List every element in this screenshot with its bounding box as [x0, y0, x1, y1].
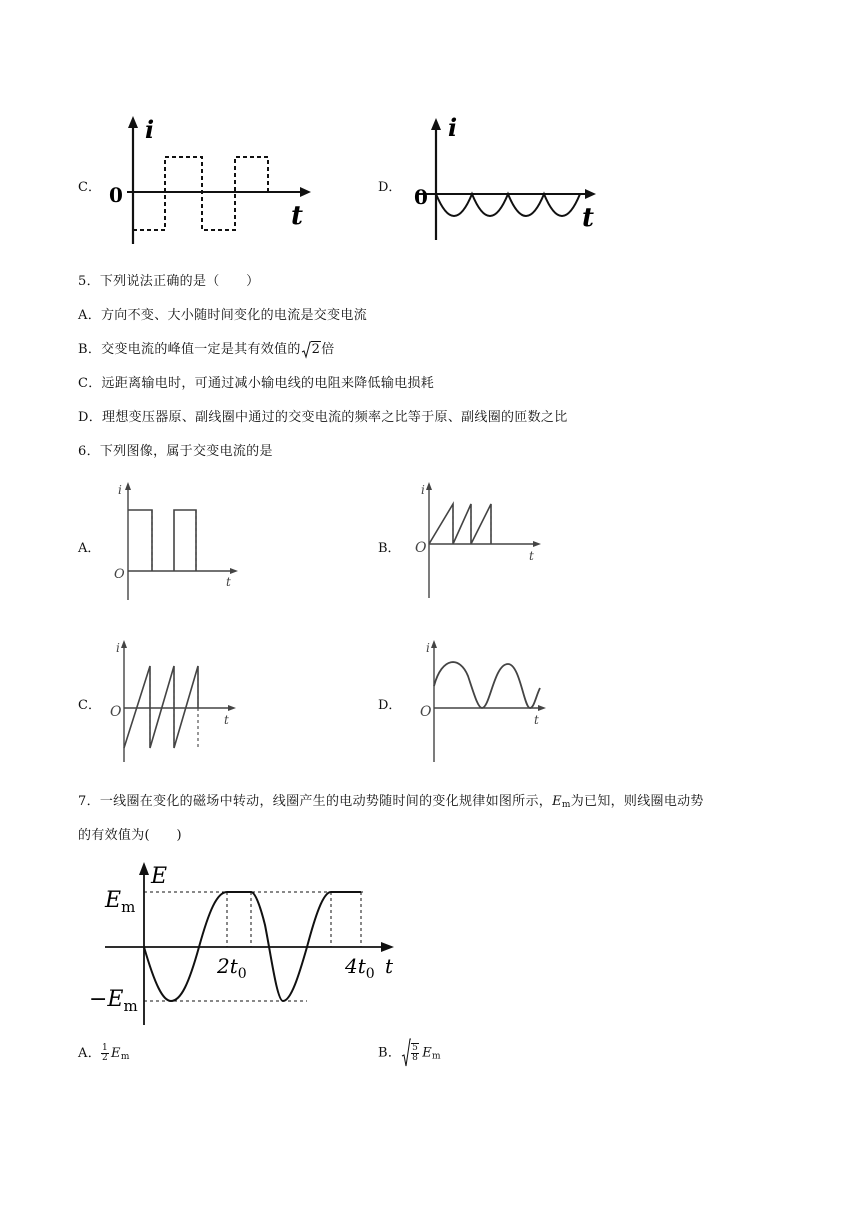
q7-neg-em-label: $-E_m$ — [89, 987, 138, 1015]
q7-axis-e: E — [151, 864, 168, 889]
q6-option-c-graph — [104, 636, 249, 766]
q7-option-b-em-sub: m — [431, 1051, 441, 1062]
q7-emf-graph — [85, 855, 415, 1033]
q6-option-a-graph — [108, 478, 248, 608]
q7-stem-line1 — [78, 790, 704, 810]
q5-stem: 5．下列说法正确的是（ ） — [78, 274, 260, 289]
q4d-rectified-wave — [436, 194, 580, 216]
q7-option-a-em: E — [111, 1046, 121, 1061]
q7-option-b-em: E — [422, 1045, 432, 1061]
q7-option-a — [78, 1042, 130, 1063]
q6b-axis-t: t — [529, 549, 534, 563]
q6-option-a-label: A． — [78, 541, 101, 556]
q6d-origin: O — [420, 704, 432, 720]
q6-option-d-label: D． — [378, 698, 402, 713]
q7-stem-text: 7．一线圈在变化的磁场中转动，线圈产生的电动势随时间的变化规律如图所示， — [78, 794, 553, 809]
q7-em-symbol: E — [552, 794, 562, 809]
q7-option-a-label: A． — [78, 1046, 101, 1061]
q6a-axis-i: i — [118, 483, 122, 497]
q6-option-b-graph — [405, 478, 550, 608]
q7-em-subscript: m — [561, 800, 571, 810]
q5-option-b — [78, 338, 335, 359]
q6c-axis-t: t — [224, 713, 229, 727]
q7-tick-4t0: $4t_0$ — [345, 954, 375, 982]
q5-option-d: D．理想变压器原、副线圈中通过的交变电流的频率之比等于原、副线圈的匝数之比 — [78, 410, 568, 425]
q7-option-b-label: B． — [378, 1045, 402, 1061]
q4d-axis-i: i — [448, 113, 458, 142]
q6-stem: 6．下列图像，属于交变电流的是 — [78, 444, 273, 459]
q6d-axis-t: t — [534, 713, 539, 727]
q7-option-b — [378, 1038, 441, 1068]
q4d-axis-t: t — [582, 203, 595, 233]
q6a-axis-t: t — [226, 575, 231, 589]
q4-option-c-label: C． — [78, 180, 101, 195]
q5-option-c: C．远距离输电时，可通过减小输电线的电阻来降低输电损耗 — [78, 376, 435, 391]
q4c-axis-t: t — [291, 201, 304, 231]
q6b-axis-i: i — [421, 483, 425, 497]
q4d-origin: 0 — [414, 185, 428, 209]
q4-option-d-graph — [410, 112, 610, 247]
q6d-axis-i: i — [426, 641, 430, 655]
q7-option-a-fraction: $\frac{1}{2}$ — [102, 1043, 109, 1063]
q7-tick-2t0: $2t_0$ — [217, 954, 247, 982]
q5-option-b-suffix: 倍 — [321, 342, 335, 357]
q4c-axis-i: i — [145, 115, 155, 144]
q7-option-b-sqrt: $\frac{5}{8}$ — [401, 1038, 422, 1068]
q7-axis-t: t — [385, 954, 394, 978]
q7-pos-em-label: $E_m$ — [105, 888, 136, 916]
q6c-axis-i: i — [116, 641, 120, 655]
q5-option-a: A．方向不变、大小随时间变化的电流是交变电流 — [78, 308, 367, 323]
q4c-origin: 0 — [109, 183, 123, 207]
q7-stem-text-after: 为已知，则线圈电动势 — [570, 794, 704, 809]
q7-stem-line2: 的有效值为( ) — [78, 828, 182, 843]
q5-sqrt-radicand: 2 — [311, 342, 321, 357]
q7-option-a-em-sub: m — [120, 1052, 130, 1062]
q5-option-b-text: B．交变电流的峰值一定是其有效值的 — [78, 342, 301, 357]
q6-option-c-label: C． — [78, 698, 101, 713]
q6b-origin: O — [415, 540, 427, 556]
q6c-origin: O — [110, 704, 122, 720]
q4-option-c-graph — [105, 112, 315, 247]
q6-option-d-graph — [412, 636, 557, 766]
q6a-origin: O — [114, 567, 125, 582]
q6-option-b-label: B． — [378, 541, 401, 556]
q5-sqrt — [301, 341, 322, 359]
q4c-square-wave — [133, 157, 268, 230]
q4-option-d-label: D． — [378, 180, 402, 195]
